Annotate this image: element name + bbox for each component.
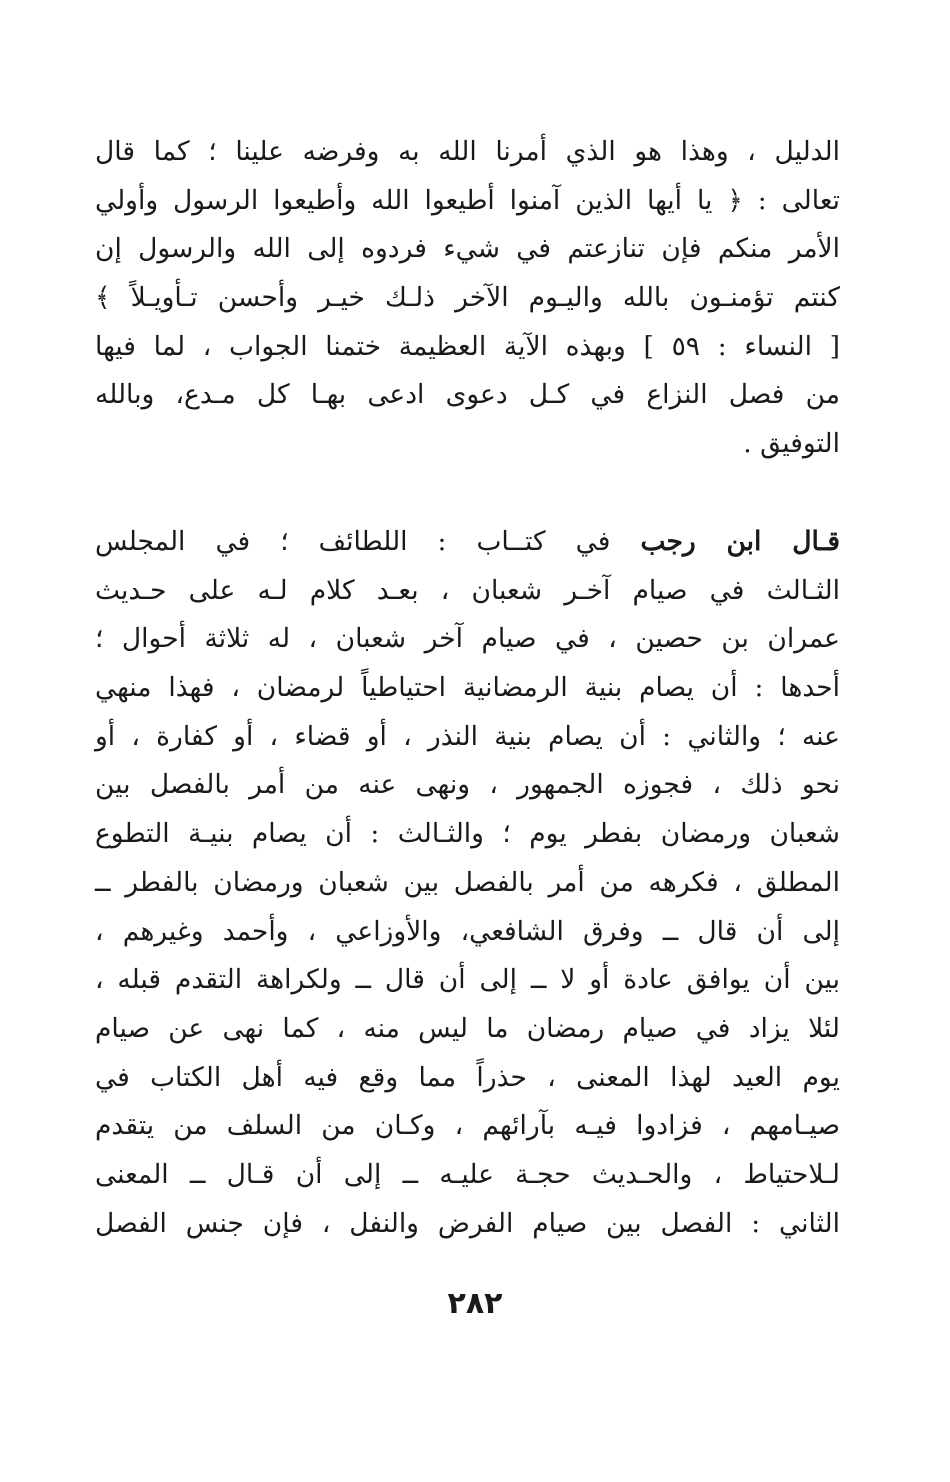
text-line: [ النساء : ٥٩ ] وبهذه الآية العظيمة ختمنا الجواب ، لما فيها [95,330,840,362]
text-line: من فصل النزاع في كـل دعوى ادعى بهـا كل مـدع، وبالله [95,379,840,411]
text-line: الأمر منكم فإن تنازعتم في شيء فردوه إلى الله والرسول إن [95,233,840,265]
paragraph-2 [95,518,840,1248]
text-line: الدليل ، وهذا هو الذي أمرنا الله به وفرضه علينا ؛ كما قال [95,136,840,167]
text-line: إلى أن قال ــ وفرق الشافعي، والأوزاعي ، وأحمد وغيرهم ، [95,915,840,947]
text-line: لئلا يزاد في صيام رمضان ما ليس منه ، كما نهى عن صيام [95,1012,840,1044]
text-line: الثاني : الفصل بين صيام الفرض والنفل ، فإن جنس الفصل [95,1207,840,1239]
text-line: تعالى : ﴿ يا أيها الذين آمنوا أطيعوا الله وأطيعوا الرسول وأولي [95,184,840,216]
author-name: قـال ابن رجب [640,526,840,557]
text-line: يوم العيد لهذا المعنى ، حذراً مما وقع فيه أهل الكتاب في [95,1061,840,1093]
text-line: صيـامهم ، فزادوا فيـه بآرائهم ، وكـان من السلف من يتقدم [95,1110,840,1142]
text-line: أحدها : أن يصام بنية الرمضانية احتياطياً لرمضان ، فهذا منهي [95,672,840,704]
text-line: الثـالث في صيام آخـر شعبان ، بعـد كلام لـه على حـديث [95,574,840,606]
text-line: لـلاحتياط ، والحـديث حجـة عليـه ــ إلى أن قـال ــ المعنى [95,1158,840,1190]
text-line: عمران بن حصين ، في صيام آخر شعبان ، له ثلاثة أحوال ؛ [95,623,840,655]
text-line: عنه ؛ والثاني : أن يصام بنية النذر ، أو قضاء ، أو كفارة ، أو [95,720,840,752]
text-line: نحو ذلك ، فجوزه الجمهور ، ونهى عنه من أمر بالفصل بين [95,769,840,801]
paragraph-1 [95,128,840,469]
first-line-rest: في كتــاب : اللطائف ؛ في المجلس [95,526,641,557]
text-line: بين أن يوافق عادة أو لا ــ إلى أن قال ــ ولكراهة التقدم قبله ، [95,964,840,996]
text-line: المطلق ، فكرهه من أمر بالفصل بين شعبان ورمضان بالفطر ــ [95,866,840,898]
page-number: ٢٨٢ [447,1286,503,1321]
text-line: التوفيق . [743,428,840,460]
text-line: كنتم تؤمنـون بالله واليـوم الآخر ذلـك خيـر وأحسن تـأويـلاً ﴾ [95,282,840,314]
text-line: شعبان ورمضان بفطر يوم ؛ والثـالث : أن يصام بنيـة التطوع [95,818,840,850]
text-line-first [95,518,840,567]
